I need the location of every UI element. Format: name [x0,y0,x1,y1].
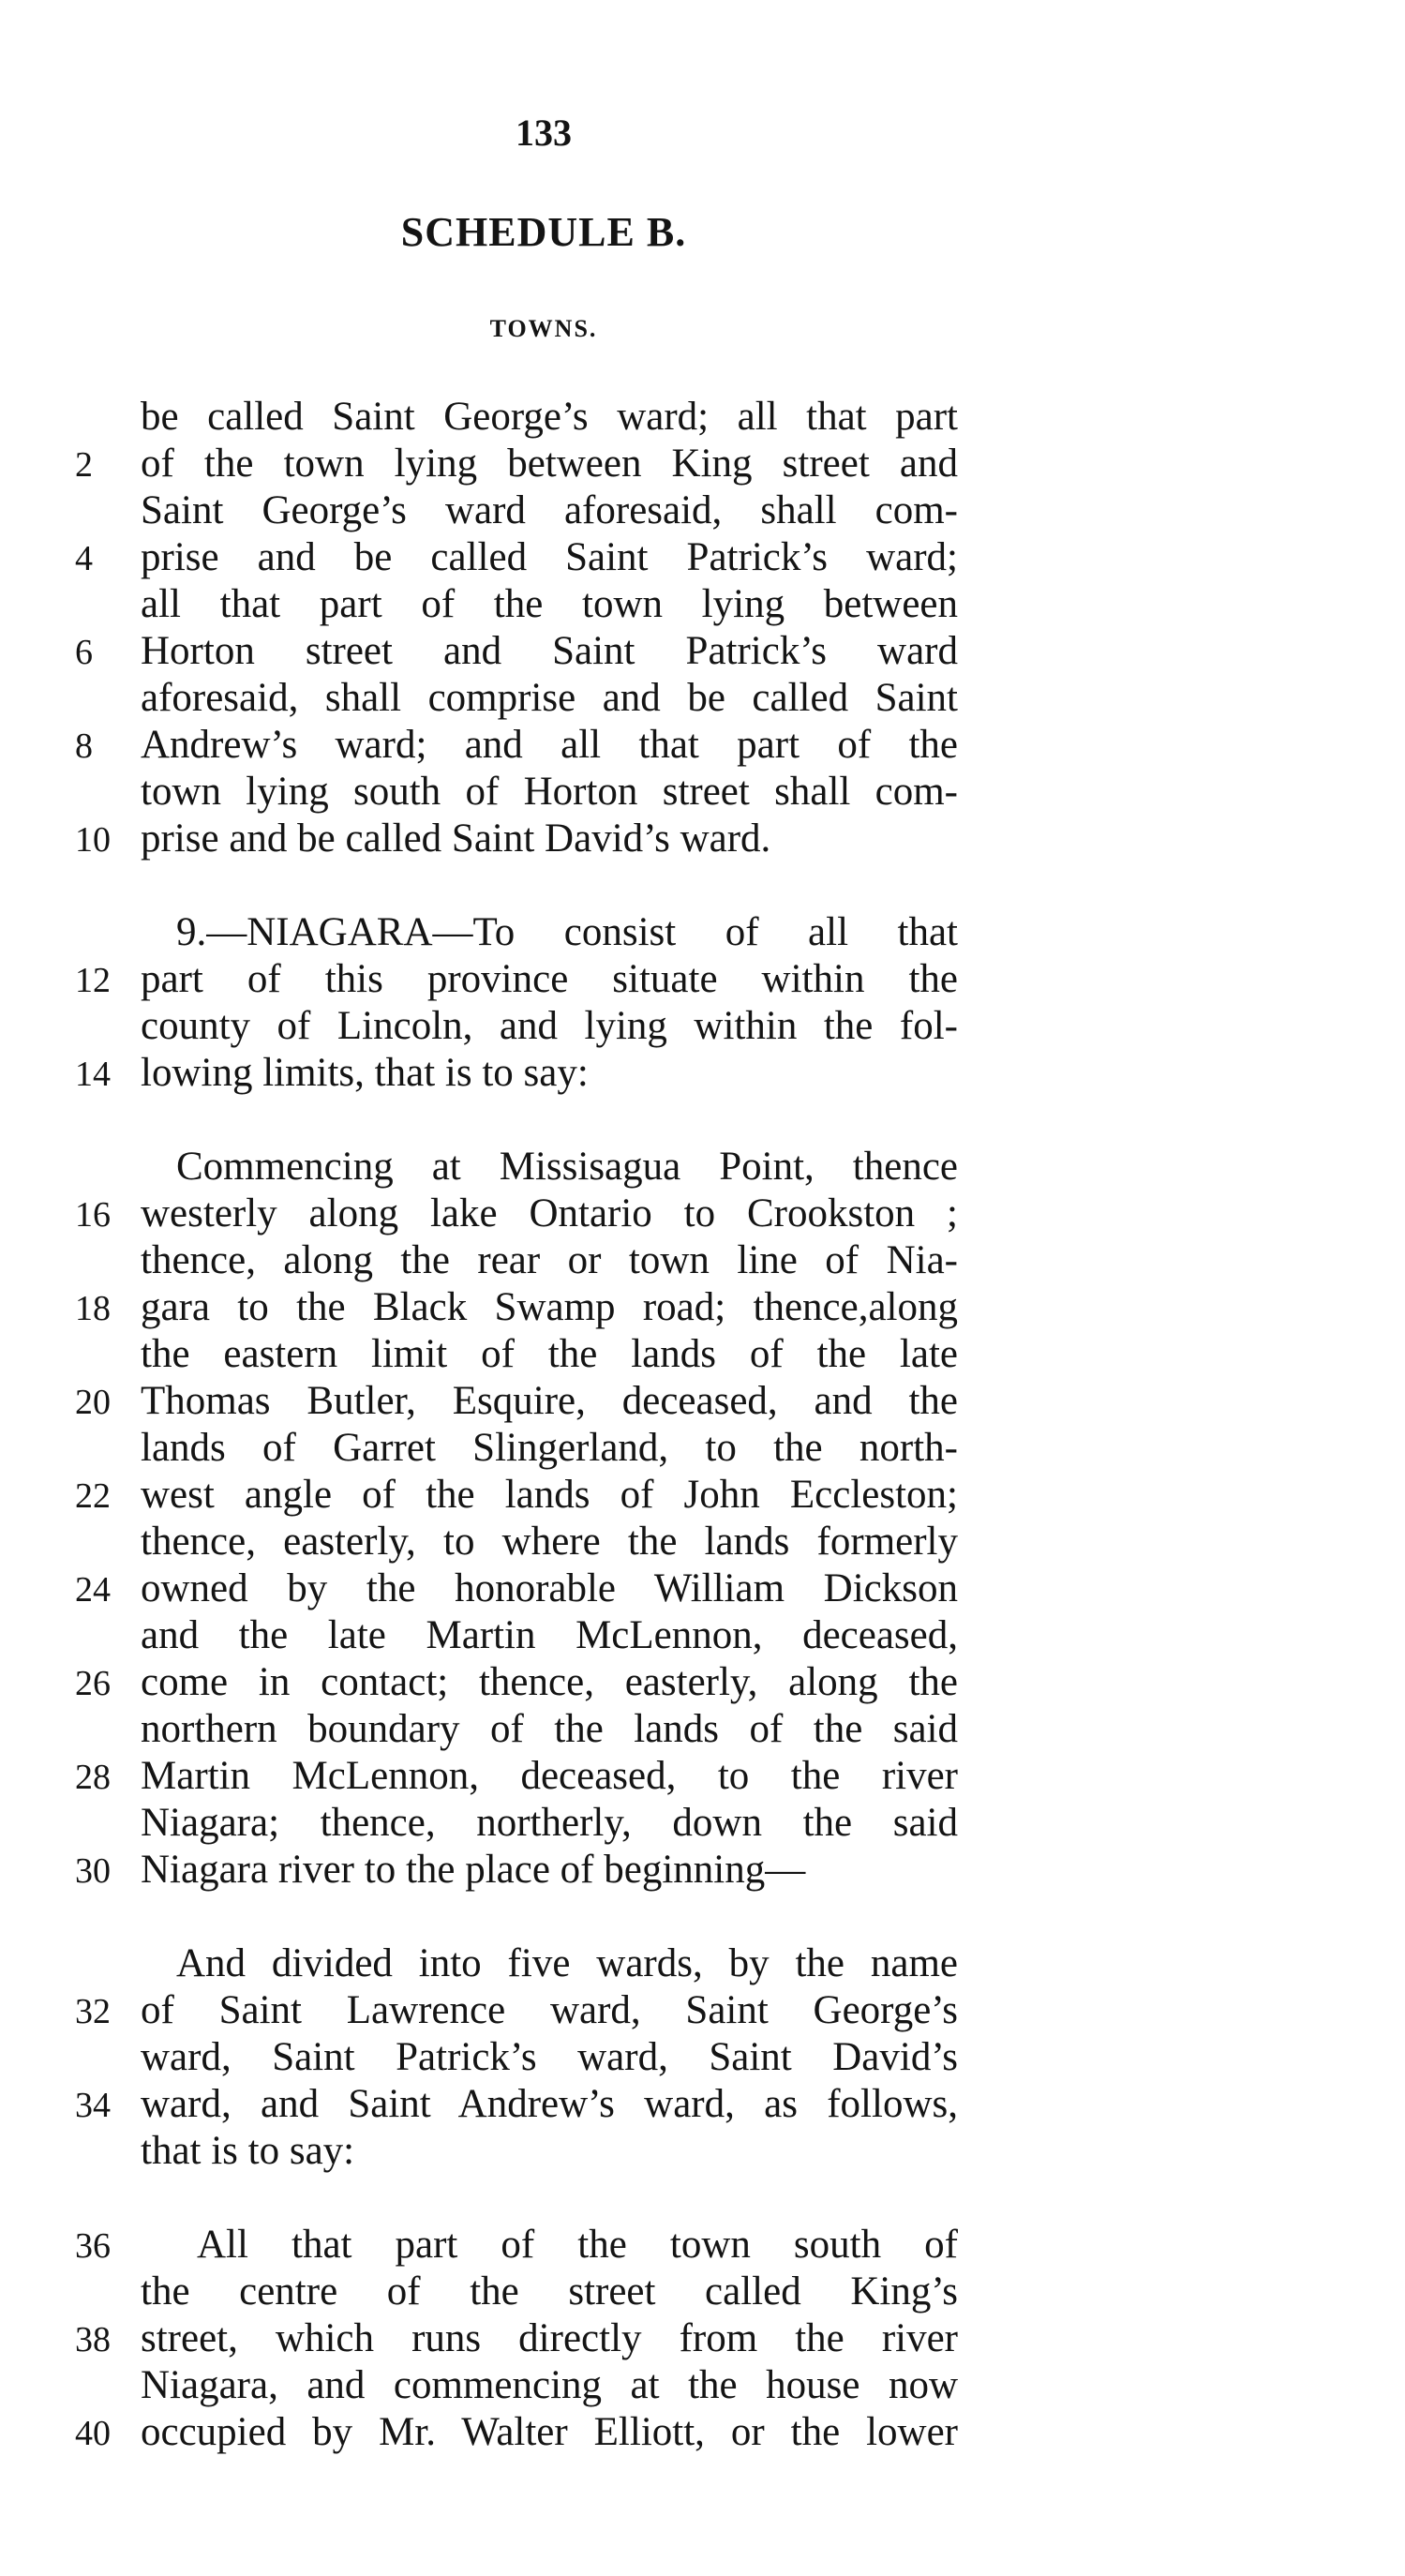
text-line: and the late Martin McLennon, deceased, [141,1613,958,1657]
text-line: Thomas Butler, Esquire, deceased, and the [141,1379,958,1423]
line-number: 22 [75,1476,111,1516]
line-number: 12 [75,961,111,1000]
line-number: 26 [75,1664,111,1703]
text-line: And divided into five wards, by the name [176,1941,958,1985]
text-line: gara to the Black Swamp road; thence,along [141,1285,958,1329]
page-number: 133 [516,112,572,154]
text-line: ward, and Saint Andrew’s ward, as follows, [141,2082,958,2126]
text-line: ward, Saint Patrick’s ward, Saint David’s [141,2035,958,2079]
text-line: All that part of the town south of [197,2223,958,2267]
text-line: Horton street and Saint Patrick’s ward [141,629,958,673]
text-line: Martin McLennon, deceased, to the river [141,1754,958,1798]
line-number: 32 [75,1992,111,2031]
text-line: prise and be called Saint David’s ward. [141,816,771,861]
line-number: 20 [75,1383,111,1422]
line-number: 30 [75,1851,111,1891]
text-line: part of this province situate within the [141,957,958,1001]
text-line: Niagara river to the place of beginning— [141,1848,806,1892]
line-number: 36 [75,2226,111,2266]
text-line: Andrew’s ward; and all that part of the [141,723,958,767]
text-line: lands of Garret Slingerland, to the north- [141,1426,958,1470]
text-line: all that part of the town lying between [141,582,958,626]
text-line: Saint George’s ward aforesaid, shall com- [141,488,958,532]
text-line: the eastern limit of the lands of the late [141,1332,958,1376]
line-number: 14 [75,1055,111,1094]
line-number: 16 [75,1195,111,1235]
text-line: be called Saint George’s ward; all that part [141,395,958,439]
text-line: come in contact; thence, easterly, along the [141,1660,958,1704]
text-line: town lying south of Horton street shall com- [141,770,958,814]
text-line: Niagara; thence, northerly, down the said [141,1801,958,1845]
line-number: 4 [75,539,93,578]
line-number: 28 [75,1758,111,1797]
text-line: of Saint Lawrence ward, Saint George’s [141,1988,958,2032]
text-line: thence, easterly, to where the lands formerly [141,1520,958,1564]
line-number: 40 [75,2414,111,2453]
text-line: aforesaid, shall comprise and be called Saint [141,676,958,720]
text-line: 9.—NIAGARA—To consist of all that [176,910,958,954]
line-number: 24 [75,1570,111,1610]
line-number: 8 [75,726,93,766]
line-number: 18 [75,1289,111,1328]
text-line: of the town lying between King street and [141,442,958,486]
text-line: that is to say: [141,2129,355,2173]
text-line: northern boundary of the lands of the said [141,1707,958,1751]
text-line: occupied by Mr. Walter Elliott, or the lower [141,2410,958,2454]
line-number: 10 [75,820,111,860]
text-line: west angle of the lands of John Eccleston; [141,1473,958,1517]
schedule-heading: SCHEDULE B. [400,209,687,255]
text-line: county of Lincoln, and lying within the fol- [141,1004,958,1048]
text-line: westerly along lake Ontario to Crookston ; [141,1191,958,1236]
text-line: the centre of the street called King’s [141,2269,958,2314]
line-number: 34 [75,2086,111,2125]
text-line: owned by the honorable William Dickson [141,1566,958,1610]
line-number: 38 [75,2320,111,2359]
line-number: 6 [75,633,93,672]
text-line: Commencing at Missisagua Point, thence [176,1145,958,1189]
text-line: street, which runs directly from the river [141,2316,958,2360]
section-subheading: TOWNS. [489,315,598,342]
text-line: Niagara, and commencing at the house now [141,2363,958,2407]
text-line: thence, along the rear or town line of Nia- [141,1238,958,1282]
line-number: 2 [75,445,93,485]
text-line: lowing limits, that is to say: [141,1051,589,1095]
text-line: prise and be called Saint Patrick’s ward; [141,535,958,579]
